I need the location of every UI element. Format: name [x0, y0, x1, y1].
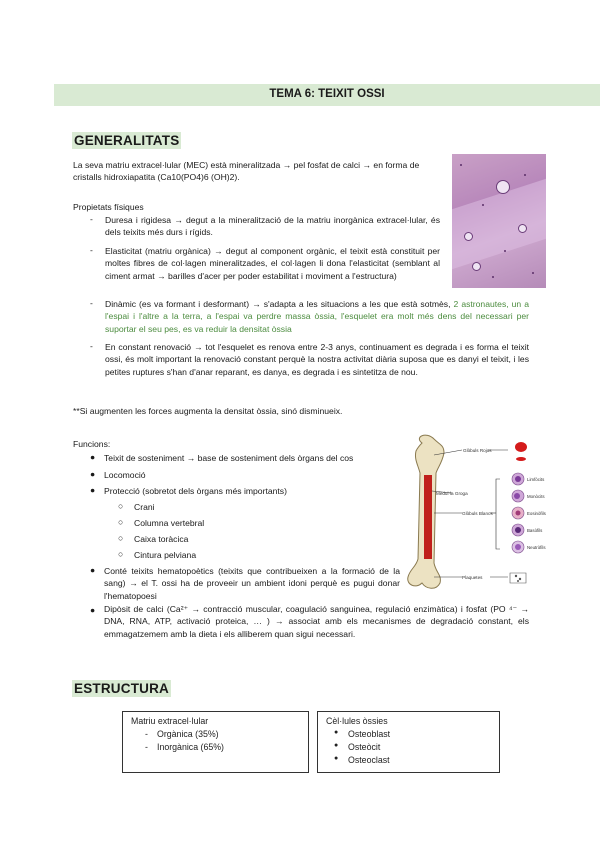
proteccio-sub-item: Caixa toràcica [134, 534, 189, 544]
label-platelets: Plaquetes [462, 575, 483, 580]
cells-title: Cèl·lules òssies [326, 716, 388, 726]
femur-illustration [408, 435, 444, 588]
heading-text: GENERALITATS [74, 133, 180, 148]
prop-dinamic-example: 2 astronautes, un a l'espai i l'altre a la terra, a l'espai va perdre massa òssia, l'esquelet era molt més dens del necessari per suportar el seu pes, es va reduir la densitat òssia [105, 299, 530, 334]
circle-bullet: ○ [118, 533, 124, 543]
intro-paragraph: La seva matriu extracel·lular (MEC) està mineralitzada → pel fosfat de calci → en forma de cristalls hidroxiapatita (Ca10(PO4)6 (OH)2). [73, 160, 420, 183]
proteccio-sub-item: Cintura pelviana [134, 550, 197, 560]
lacuna [496, 180, 510, 194]
cells-item: Osteòcit [348, 742, 381, 752]
funcio-item-diposit: Dipòsit de calci (Ca²⁺ → contracció muscular, coagulació sanguinea, regulació enzimàtica) i fosfat (PO ⁴⁻ → DNA, RNA, ATP, activació proteica, … ) → associat amb els mecanismes de degradació constant, els emmagatzemem amb la dieta i els alliberem quan sigui necessari. [104, 604, 529, 639]
funcio-item: Protecció (sobretot dels òrgans més importants) [104, 486, 287, 496]
cell-dot [482, 204, 484, 206]
cell-dot [524, 174, 526, 176]
bullet: ● [90, 485, 96, 495]
cell-label: Neutròfils [527, 545, 546, 550]
bone-tissue-micrograph [452, 154, 546, 288]
cell-dot [460, 164, 462, 166]
proteccio-sub-item: Crani [134, 502, 155, 512]
cells-box [317, 711, 500, 773]
title-bar [54, 84, 600, 106]
cell-label: Eosinòfils [527, 511, 546, 516]
red-cell-side [516, 457, 526, 461]
section-heading-estructura [72, 681, 171, 696]
circle-bullet: ○ [118, 517, 124, 527]
label-yellow-marrow: Medul·la Groga [436, 491, 468, 496]
dash-bullet: - [90, 245, 93, 255]
prop-dinamic-text: Dinàmic (es va formant i desformant) → s'adapta a les situacions a les que està sotmès, [105, 299, 451, 309]
matrix-title: Matriu extracel·lular [131, 716, 209, 726]
cell-label: Basòfils [527, 528, 543, 533]
circle-bullet: ○ [118, 549, 124, 559]
matrix-box [122, 711, 309, 773]
prop-item: En constant renovació → tot l'esquelet es renova entre 2-3 anys, continuament es degrada i es forma el teixit ossi, és molt important la renovació constant perquè la nostra activitat diària suposa que es danyi el teixit, i les petites ruptures s'han d'anar reparant, es danya, es degrada i es sintetitza de nou. [105, 342, 529, 377]
cell-dot [504, 250, 506, 252]
cell-dot [532, 272, 534, 274]
bullet: ● [90, 469, 96, 479]
dash-bullet: - [145, 742, 148, 752]
cell-label: Limfòcits [527, 477, 545, 482]
bullet: ● [334, 755, 339, 762]
prop-item: Duresa i rigidesa → degut a la mineralització de la matriu inorgànica extracel·lular, és dels teixits més durs i rígids. [105, 215, 440, 238]
funcions-heading: Funcions: [73, 439, 111, 449]
cell-label: Monòcits [527, 494, 545, 499]
dash-bullet: - [90, 298, 93, 308]
dash-bullet: - [90, 341, 93, 351]
bone-marrow-figure [400, 433, 548, 591]
bullet: ● [334, 742, 339, 749]
note-paragraph: **Si augmenten les forces augmenta la densitat òssia, sinó disminueix. [73, 406, 343, 416]
bullet: ● [90, 605, 96, 615]
label-red-cells: Glòbuls Rojos [463, 448, 492, 453]
funcio-item: Teixit de sosteniment → base de sosteniment dels òrgans del cos [104, 453, 354, 463]
dash-bullet: - [90, 214, 93, 224]
dash-bullet: - [145, 729, 148, 739]
section-heading-generalitats [72, 133, 181, 148]
proteccio-sub-item: Columna vertebral [134, 518, 205, 528]
prop-item: Elasticitat (matriu orgànica) → degut al component orgànic, el teixit està constituit per moltes fibres de col·lagen mineralitzades, el col·lagen li dona l'elasticitat (semblant al ciment armat → barilles d'acer per poder estabilitat i moviment a l'estructura) [105, 246, 440, 281]
bullet: ● [90, 565, 96, 575]
lacuna [472, 262, 481, 271]
heading-text: ESTRUCTURA [74, 681, 169, 696]
funcio-item-hematopoetics: Conté teixits hematopoètics (teixits que contribueixen a la formació de la sang) → el T. ossi ha de proveeir un ambient idoni perquè es pugui donar l'hematopoesi [104, 566, 400, 601]
lacuna [464, 232, 473, 241]
props-heading: Propietats físiques [73, 202, 144, 212]
cells-item: Osteoclast [348, 755, 390, 765]
matrix-item: Inorgànica (65%) [157, 742, 224, 752]
cells-item: Osteoblast [348, 729, 391, 739]
page-title: TEMA 6: TEIXIT OSSI [269, 88, 385, 100]
bullet: ● [334, 729, 339, 736]
circle-bullet: ○ [118, 501, 124, 511]
matrix-item: Orgànica (35%) [157, 729, 219, 739]
red-cell [515, 442, 527, 452]
label-white-cells: Glòbuls Blancs [462, 511, 493, 516]
cell-dot [492, 276, 494, 278]
lacuna [518, 224, 527, 233]
bullet: ● [90, 452, 96, 462]
prop-item-dinamic [105, 298, 529, 335]
funcio-item: Locomoció [104, 470, 146, 480]
